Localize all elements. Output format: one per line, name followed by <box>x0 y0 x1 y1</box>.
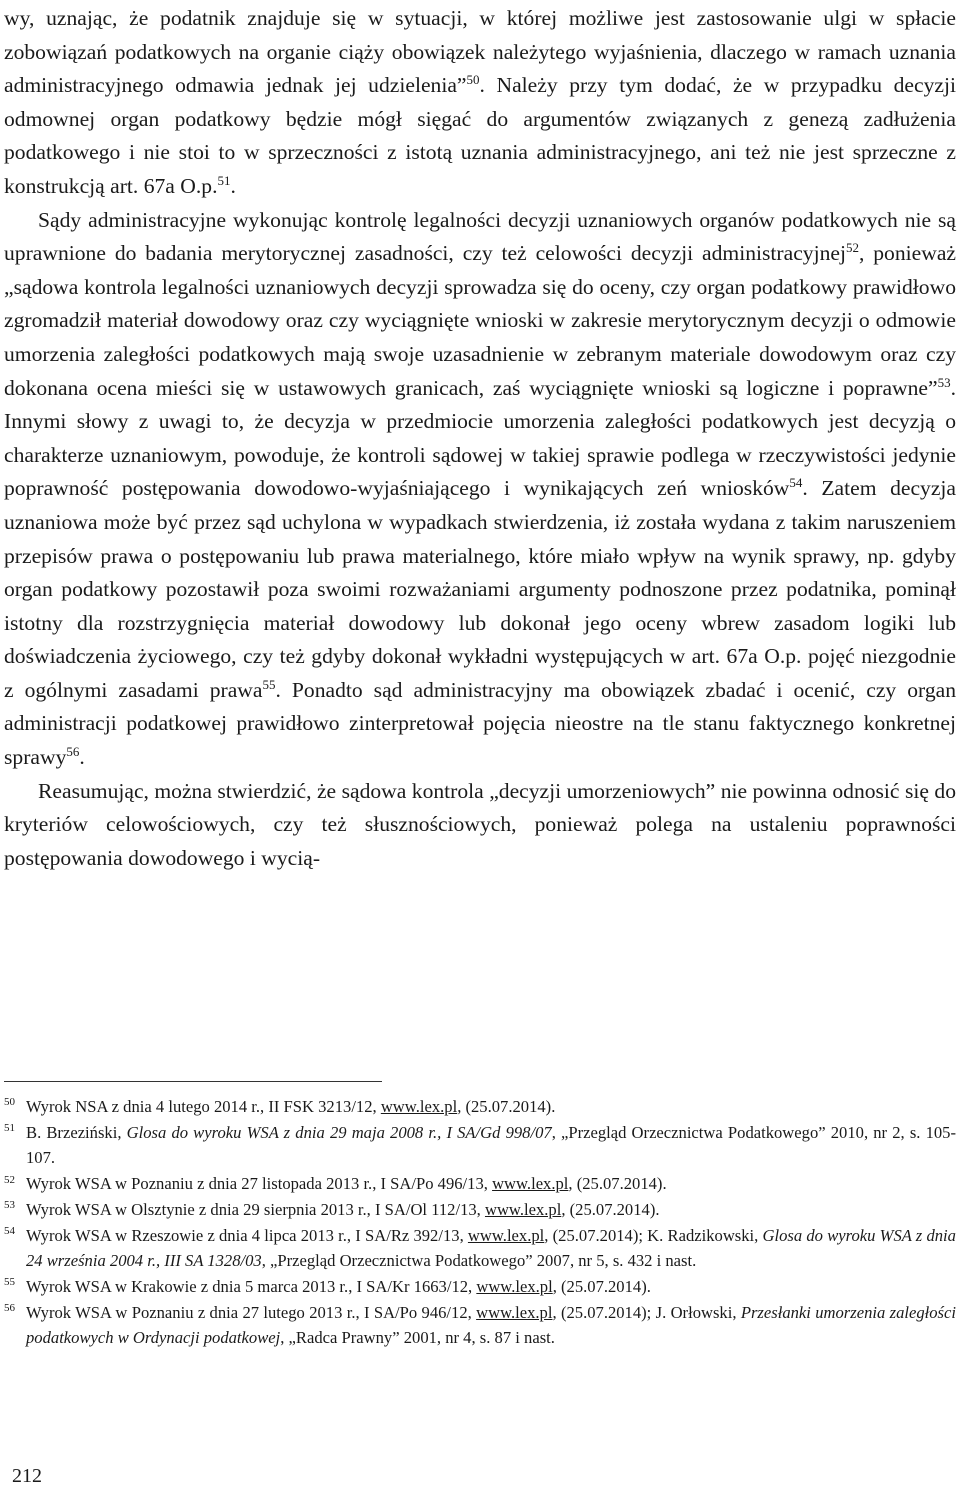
citation-link[interactable]: www.lex.pl <box>467 1225 545 1245</box>
text-run: Wyrok WSA w Krakowie z dnia 5 marca 2013 r., I SA/Kr 1663/12, <box>26 1276 477 1296</box>
text-run: B. Brzeziński, <box>26 1122 127 1142</box>
text-run: , (25.07.2014); K. Radzikowski, <box>544 1225 763 1245</box>
italic-title: Przesłanki umorzenia zaległości podatkowych w Ordynacji podatkowej <box>26 1302 956 1348</box>
footnote: $^{54}$ Wyrok WSA w Rzeszowie z dnia 4 lipca 2013 r., I SA/Rz 392/13, www.lex.pl, (25.07.2014); K. Radzikowski, Glosa do wyroku WSA z dnia 24 września 2004 r., III SA 1328/03, „Przegląd Orzecznictwa Podatkowego” 2007, nr 5, s. 432 i nast. <box>4 1224 956 1271</box>
footnote-reference[interactable]: 53 <box>937 374 951 390</box>
text-run: , (25.07.2014); J. Orłowski, <box>552 1302 741 1322</box>
citation-link[interactable]: www.lex.pl <box>492 1174 569 1194</box>
footnote: $^{53}$ Wyrok WSA w Olsztynie z dnia 29 sierpnia 2013 r., I SA/Ol 112/13, www.lex.pl, (25.07.2014). <box>4 1199 660 1219</box>
citation-link[interactable]: www.lex.pl <box>476 1276 553 1296</box>
footnote-reference[interactable]: 55 <box>262 676 276 692</box>
page-number: 212 <box>12 1465 42 1487</box>
italic-title: Glosa do wyroku WSA z dnia 24 września 2004 r., III SA 1328/03 <box>26 1225 956 1271</box>
citation-link[interactable]: www.lex.pl <box>476 1302 553 1322</box>
text-run: , „Przegląd Orzecznictwa Podatkowego” 2007, nr 5, s. 432 i nast. <box>261 1251 697 1271</box>
text-run: , (25.07.2014). <box>552 1276 651 1296</box>
footnote: $^{50}$ Wyrok NSA z dnia 4 lutego 2014 r., II FSK 3213/12, www.lex.pl, (25.07.2014). <box>4 1096 556 1116</box>
text-run: . Ponadto sąd administracyjny ma obowiązek zbadać i ocenić, czy organ administracji podatkowej prawidłowo zinterpretował pojęcia nieostre na tle stanu faktycznego konkretnej sprawy <box>4 677 956 770</box>
text-run: , (25.07.2014). <box>561 1199 660 1219</box>
text-run: , „Przegląd Orzecznictwa Podatkowego” 2010, nr 2, s. 105-107. <box>26 1122 957 1168</box>
footnotes <box>4 1094 956 1351</box>
footnote-reference[interactable]: 50 <box>466 72 480 87</box>
text-run: . Należy przy tym dodać, że w przypadku decyzji odmownej organ podatkowy będzie mógł sięgać do argumentów związanych z genezą zadłużenia podatkowego i nie stoi to w sprzeczności z istotą uznania administracyjnego, ani też nie jest sprzeczne z konstrukcją art. 67a O.p. <box>4 73 956 198</box>
footnote: $^{55}$ Wyrok WSA w Krakowie z dnia 5 marca 2013 r., I SA/Kr 1663/12, www.lex.pl, (25.07.2014). <box>4 1276 651 1296</box>
footnote-reference[interactable]: 54 <box>789 475 803 491</box>
text-run: . <box>79 745 85 770</box>
text-run: , (25.07.2014). <box>457 1097 556 1116</box>
text-run: Reasumując, można stwierdzić, że sądowa kontrola „decyzji umorzeniowych” nie powinna odnosić się do kryteriów celowościowych, czy też słusznościowych, ponieważ polega na ustaleniu poprawności postępowania dowodowego i wycią- <box>4 778 956 870</box>
footnote: $^{56}$ Wyrok WSA w Poznaniu z dnia 27 lutego 2013 r., I SA/Po 946/12, www.lex.pl, (25.07.2014); J. Orłowski, Przesłanki umorzenia zaległości podatkowych w Ordynacji podatkowej, „Radca Prawny” 2001, nr 4, s. 87 i nast. <box>4 1302 956 1348</box>
text-run: Wyrok WSA w Rzeszowie z dnia 4 lipca 2013 r., I SA/Rz 392/13, <box>26 1225 468 1245</box>
footnote: $^{52}$ Wyrok WSA w Poznaniu z dnia 27 listopada 2013 r., I SA/Po 496/13, www.lex.pl, (25.07.2014). <box>4 1173 667 1194</box>
text-run: , ponieważ „sądowa kontrola legalności uznaniowych decyzji sprowadza się do oceny, czy organ podatkowy prawidłowo zgromadził materiał dowodowy oraz czy wyciągnięte wnioski w zakresie merytorycznym decyzji o odmowie umorzenia zaległości podatkowych mają swoje uzasadnienie w zebranym materiale dowodowym oraz czy dokonana ocena mieści się w ustawowych granicach, zaś wyciągnięte wnioski są logiczne i poprawne” <box>4 241 956 400</box>
text-run: Wyrok WSA w Olsztynie z dnia 29 sierpnia 2013 r., I SA/Ol 112/13, <box>26 1199 485 1219</box>
text-run: . <box>230 173 236 198</box>
footnote-reference[interactable]: 51 <box>217 172 231 188</box>
paragraph <box>4 2 956 204</box>
text-run: , „Radca Prawny” 2001, nr 4, s. 87 i nast. <box>280 1328 555 1348</box>
footnote-separator <box>4 1081 382 1082</box>
text-run: Wyrok WSA w Poznaniu z dnia 27 lutego 2013 r., I SA/Po 946/12, <box>26 1302 477 1322</box>
text-run: , (25.07.2014). <box>568 1174 667 1194</box>
footnote-reference[interactable]: 56 <box>66 743 80 759</box>
text-run: . Innymi słowy z uwagi to, że decyzja w przedmiocie umorzenia zaległości podatkowych jest decyzją o charakterze uznaniowym, powoduje, że kontroli sądowej w takiej sprawie podlega w rzeczywistości jedynie poprawność postępowania dowodowo-wyjaśniającego i wynikających zeń wniosków <box>4 375 956 501</box>
footnote-reference[interactable]: 52 <box>845 239 859 255</box>
citation-link[interactable]: www.lex.pl <box>484 1199 562 1219</box>
text-run: . Zatem decyzja uznaniowa może być przez sąd uchylona w wypadkach stwierdzenia, iż została wydana z takim naruszeniem przepisów prawa o postępowaniu lub prawa materialnego, które miało wpływ na wynik sprawy, np. gdyby organ podatkowy pozostawił poza swoimi rozważaniami argumenty podnoszone przez podatnika, pominął istotny dla rozstrzygnięcia materiał dowodowy lub dokonał jego oceny wbrew zasadom logiki lub doświadczenia życiowego, czy też gdyby dokonał wykładni występujących w art. 67a O.p. pojęć niezgodnie z ogólnymi zasadami prawa <box>4 476 956 702</box>
text-run: Wyrok WSA w Poznaniu z dnia 27 listopada 2013 r., I SA/Po 496/13, <box>26 1174 493 1194</box>
citation-link[interactable]: www.lex.pl <box>380 1097 458 1116</box>
body-text <box>4 2 956 875</box>
italic-title: Glosa do wyroku WSA z dnia 29 maja 2008 r., I SA/Gd 998/07 <box>126 1122 552 1142</box>
paragraph <box>4 204 956 775</box>
text-run: wy, uznając, że podatnik znajduje się w sytuacji, w której możliwe jest zastosowanie ulgi w spłacie zobowiązań podatkowych na organie ciąży obowiązek należytego wyjaśnienia, dlaczego w ramach uznania administracyjnego odmawia jednak jej udzielenia” <box>4 6 956 98</box>
text-run: Sądy administracyjne wykonując kontrolę legalności decyzji uznaniowych organów podatkowych nie są uprawnione do badania merytorycznej zasadności, czy też celowości decyzji administracyjnej <box>4 207 956 266</box>
text-run: Wyrok NSA z dnia 4 lutego 2014 r., II FSK 3213/12, <box>26 1097 381 1116</box>
paragraph <box>4 775 956 876</box>
footnote: $^{51}$ B. Brzeziński, Glosa do wyroku WSA z dnia 29 maja 2008 r., I SA/Gd 998/07, „Przegląd Orzecznictwa Podatkowego” 2010, nr 2, s. 105-107. <box>4 1122 957 1168</box>
